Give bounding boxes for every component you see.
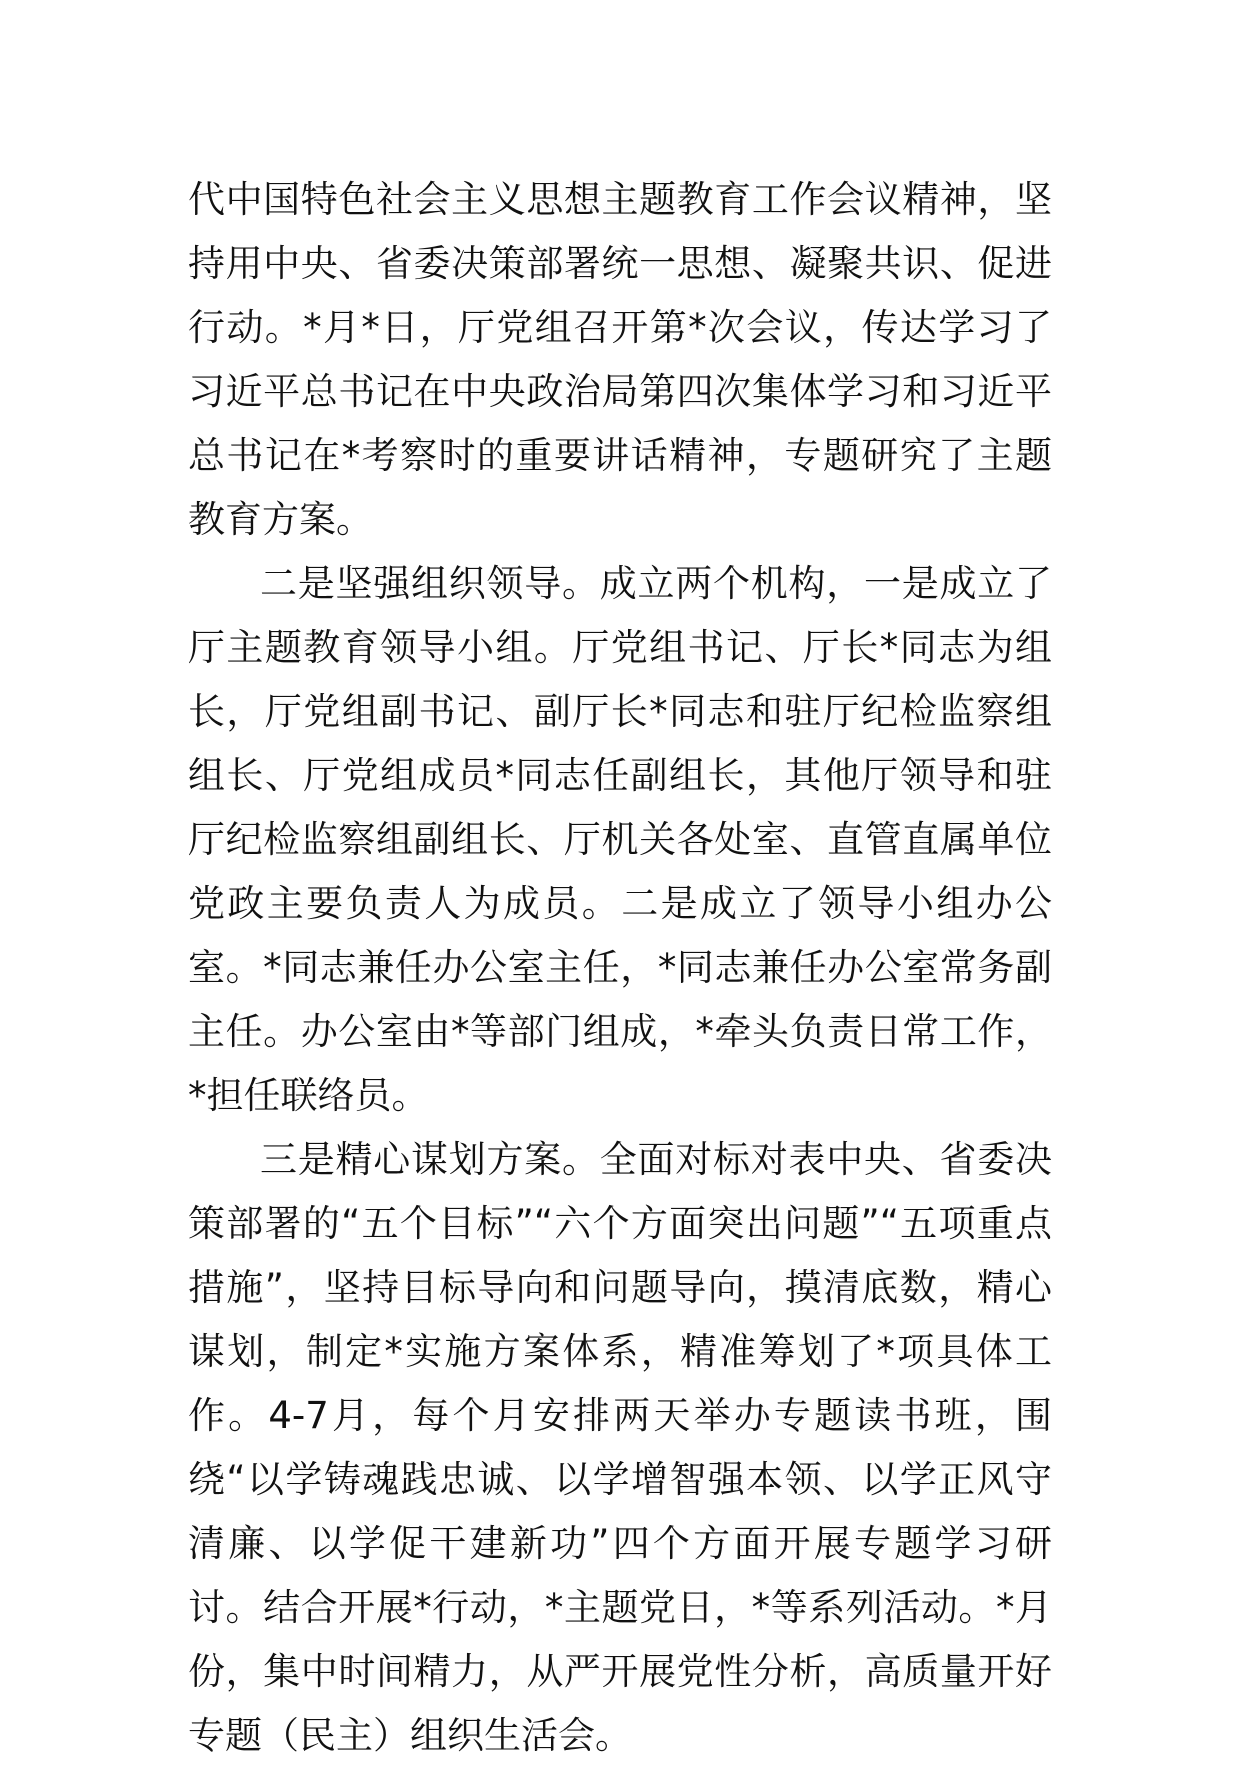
document-body	[188, 168, 1052, 1768]
paragraph-organization-leadership: 二是坚强组织领导。成立两个机构，一是成立了厅主题教育领导小组。厅党组书记、厅长*同志为组长，厅党组副书记、副厅长*同志和驻厅纪检监察组组长、厅党组成员*同志任副组长，其他厅领导和驻厅纪检监察组副组长、厅机关各处室、直管直属单位党政主要负责人为成员。二是成立了领导小组办公室。*同志兼任办公室主任，*同志兼任办公室常务副主任。办公室由*等部门组成，*牵头负责日常工作，*担任联络员。	[188, 562, 1052, 1117]
paragraph-plan-design: 三是精心谋划方案。全面对标对表中央、省委决策部署的“五个目标”“六个方面突出问题”“五项重点措施”，坚持目标导向和问题导向，摸清底数，精心谋划，制定*实施方案体系，精准筹划了*项具体工作。4-7月，每个月安排两天举办专题读书班，围绕“以学铸魂践忠诚、以学增智强本领、以学正风守清廉、以学促干建新功”四个方面开展专题学习研讨。结合开展*行动，*主题党日，*等系列活动。*月份，集中时间精力，从严开展党性分析，高质量开好专题（民主）组织生活会。	[188, 1138, 1052, 1757]
paragraph-continuation: 代中国特色社会主义思想主题教育工作会议精神，坚持用中央、省委决策部署统一思想、凝聚共识、促进行动。*月*日，厅党组召开第*次会议，传达学习了习近平总书记在中央政治局第四次集体学习和习近平总书记在*考察时的重要讲话精神，专题研究了主题教育方案。	[188, 178, 1052, 541]
